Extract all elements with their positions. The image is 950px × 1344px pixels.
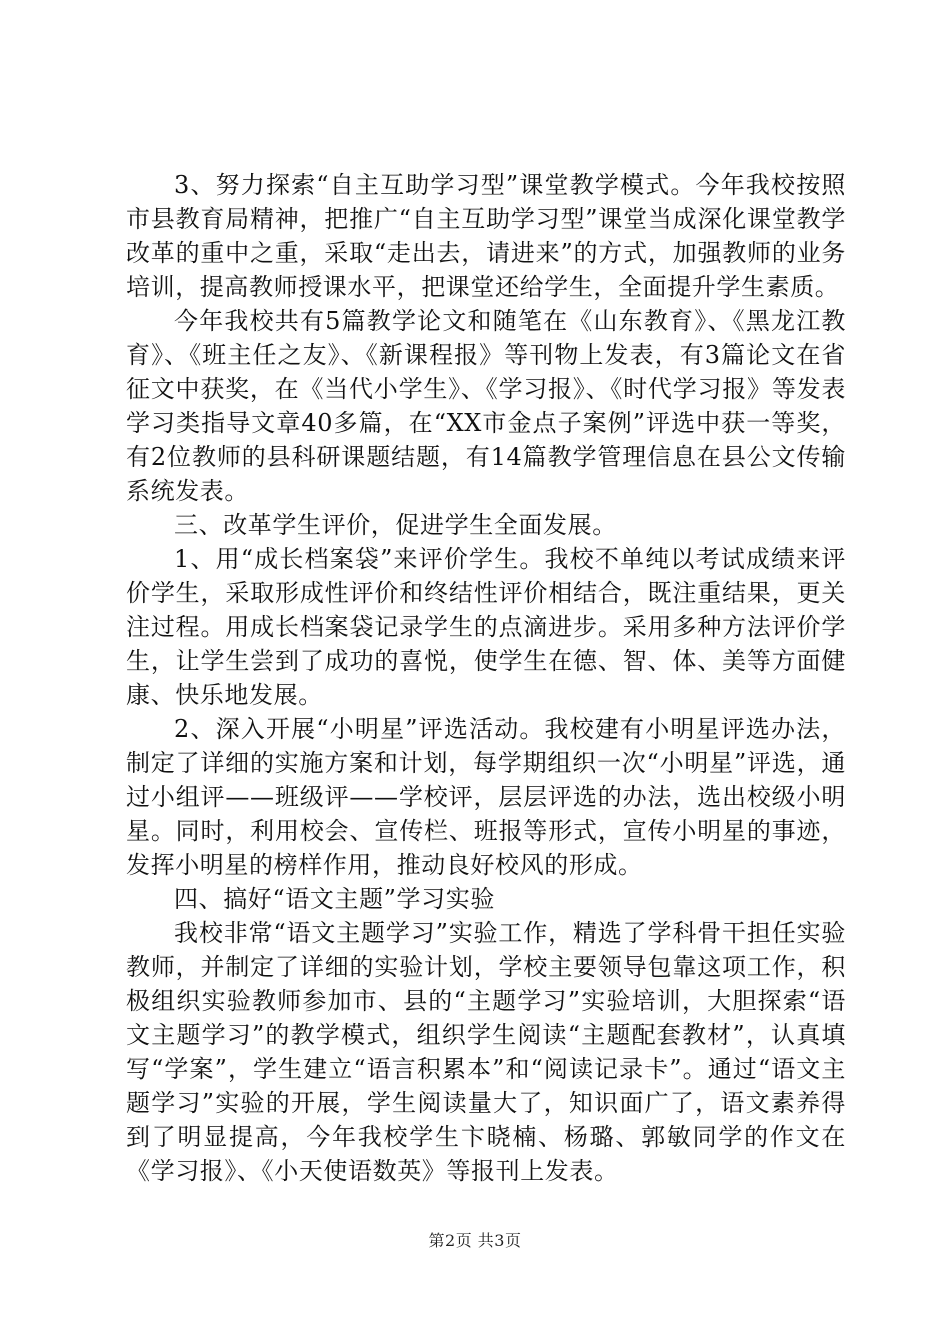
page-number-footer: 第2页 共3页 [428,1231,522,1250]
paragraph-chinese-theme-experiment: 我校非常“语文主题学习”实验工作，精选了学科骨干担任实验教师，并制定了详细的实验计划，学校主要领导包靠这项工作，积极组织实验教师参加市、县的“主题学习”实验培训，大胆探索“语文主题学习”的教学模式，组织学生阅读“主题配套教材”，认真填写“学案”，学生建立“语言积累本”和“阅读记录卡”。通过“语文主题学习”实验的开展，学生阅读量大了，知识面广了，语文素养得到了明显提高，今年我校学生卞晓楠、杨璐、郭敏同学的作文在《学习报》、《小天使语数英》等报刊上发表。 [126,919,846,1185]
document-body [126,168,846,1188]
paragraph-little-star: 2、深入开展“小明星”评选活动。我校建有小明星评选办法，制定了详细的实施方案和计划，每学期组织一次“小明星”评选，通过小组评——班级评——学校评，层层评选的办法，选出校级小明星。同时，利用校会、宣传栏、班报等形式，宣传小明星的事迹，发挥小明星的榜样作用，推动良好校风的形成。 [126,715,846,879]
section-heading-student-evaluation: 三、改革学生评价，促进学生全面发展。 [174,511,617,539]
section-heading-chinese-theme: 四、搞好“语文主题”学习实验 [174,885,495,913]
paragraph-publications: 今年我校共有5篇教学论文和随笔在《山东教育》、《黑龙江教育》、《班主任之友》、《新课程报》等刊物上发表，有3篇论文在省征文中获奖，在《当代小学生》、《学习报》、《时代学习报》等发表学习类指导文章40多篇，在“XX市金点子案例”评选中获一等奖，有2位教师的县科研课题结题，有14篇教学管理信息在县公文传输系统发表。 [126,307,846,505]
paragraph-classroom-model: 3、努力探索“自主互助学习型”课堂教学模式。今年我校按照市县教育局精神，把推广“自主互助学习型”课堂当成深化课堂教学改革的重中之重，采取“走出去，请进来”的方式，加强教师的业务培训，提高教师授课水平，把课堂还给学生，全面提升学生素质。 [126,171,846,301]
paragraph-growth-portfolio: 1、用“成长档案袋”来评价学生。我校不单纯以考试成绩来评价学生，采取形成性评价和终结性评价相结合，既注重结果，更关注过程。用成长档案袋记录学生的点滴进步。采用多种方法评价学生，让学生尝到了成功的喜悦，使学生在德、智、体、美等方面健康、快乐地发展。 [126,545,846,709]
